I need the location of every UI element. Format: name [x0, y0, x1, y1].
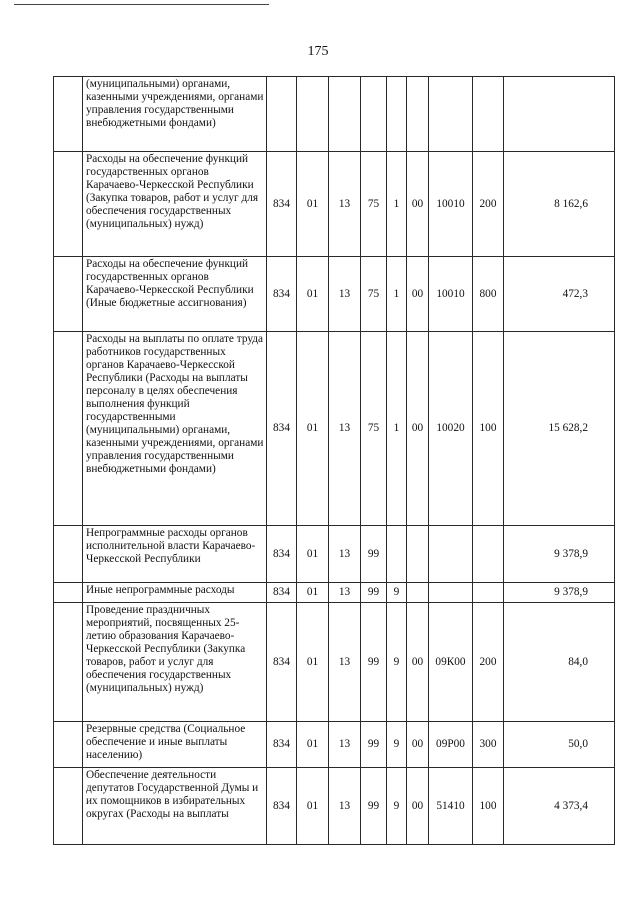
table-row [54, 257, 615, 332]
ministry-cell: 834 [267, 768, 297, 845]
main-event-cell: 00 [407, 332, 429, 526]
page-number: 175 [307, 44, 329, 59]
subsection-cell: 13 [329, 583, 361, 603]
subprogram-cell [387, 77, 407, 152]
program-cell: 99 [361, 768, 387, 845]
program-cell: 99 [361, 722, 387, 768]
subsection-cell: 13 [329, 152, 361, 257]
table-row [54, 526, 615, 583]
description-cell: Непрограммные расходы органов исполнительной власти Карачаево-Черкесской Республики [83, 526, 267, 583]
table-row [54, 152, 615, 257]
subprogram-cell: 9 [387, 722, 407, 768]
main-event-cell: 00 [407, 722, 429, 768]
ministry-cell: 834 [267, 257, 297, 332]
amount-cell: 9 378,9 [504, 583, 615, 603]
subprogram-cell: 1 [387, 152, 407, 257]
table-row [54, 722, 615, 768]
subsection-cell: 13 [329, 603, 361, 722]
section-cell [297, 77, 329, 152]
row-number-cell [54, 526, 83, 583]
subprogram-cell: 9 [387, 603, 407, 722]
subsection-cell: 13 [329, 257, 361, 332]
main-event-cell: 00 [407, 152, 429, 257]
subprogram-cell: 1 [387, 332, 407, 526]
direction-cell [429, 77, 473, 152]
description-cell: Обеспечение деятельности депутатов Государственной Думы и их помощников в избирательных округах (Расходы на выплаты [83, 768, 267, 845]
direction-cell: 10010 [429, 152, 473, 257]
description-cell: (муниципальными) органами, казенными учреждениями, органами управления государственными внебюджетными фондами) [83, 77, 267, 152]
amount-cell [504, 77, 615, 152]
table-row [54, 768, 615, 845]
table-row [54, 583, 615, 603]
row-number-cell [54, 722, 83, 768]
amount-cell: 9 378,9 [504, 526, 615, 583]
row-number-cell [54, 152, 83, 257]
program-cell: 75 [361, 152, 387, 257]
ministry-cell: 834 [267, 332, 297, 526]
main-event-cell [407, 583, 429, 603]
amount-cell: 4 373,4 [504, 768, 615, 845]
section-cell: 01 [297, 257, 329, 332]
expense-type-cell [473, 526, 504, 583]
expense-type-cell: 100 [473, 332, 504, 526]
main-event-cell [407, 526, 429, 583]
subprogram-cell: 1 [387, 257, 407, 332]
ministry-cell: 834 [267, 526, 297, 583]
expense-type-cell: 800 [473, 257, 504, 332]
subsection-cell: 13 [329, 332, 361, 526]
direction-cell: 10020 [429, 332, 473, 526]
program-cell: 75 [361, 332, 387, 526]
description-cell: Резервные средства (Социальное обеспечение и иные выплаты населению) [83, 722, 267, 768]
section-cell: 01 [297, 332, 329, 526]
section-cell: 01 [297, 722, 329, 768]
ministry-cell: 834 [267, 152, 297, 257]
table-row [54, 603, 615, 722]
budget-table [53, 76, 615, 845]
row-number-cell [54, 257, 83, 332]
main-event-cell: 00 [407, 603, 429, 722]
direction-cell [429, 526, 473, 583]
program-cell [361, 77, 387, 152]
main-event-cell: 00 [407, 257, 429, 332]
expense-type-cell: 100 [473, 768, 504, 845]
amount-cell: 472,3 [504, 257, 615, 332]
subprogram-cell: 9 [387, 768, 407, 845]
expense-type-cell: 300 [473, 722, 504, 768]
program-cell: 99 [361, 603, 387, 722]
ministry-cell: 834 [267, 583, 297, 603]
main-event-cell: 00 [407, 768, 429, 845]
ministry-cell [267, 77, 297, 152]
main-event-cell [407, 77, 429, 152]
subprogram-cell [387, 526, 407, 583]
expense-type-cell [473, 583, 504, 603]
program-cell: 99 [361, 526, 387, 583]
subsection-cell: 13 [329, 722, 361, 768]
table-row [54, 332, 615, 526]
description-cell: Расходы на обеспечение функций государственных органов Карачаево-Черкесской Республики (Закупка товаров, работ и услуг для обеспечения государственных (муниципальных) нужд) [83, 152, 267, 257]
subsection-cell: 13 [329, 768, 361, 845]
expense-type-cell [473, 77, 504, 152]
description-cell: Проведение праздничных мероприятий, посвященных 25-летию образования Карачаево-Черкесской Республики (Закупка товаров, работ и услуг для обеспечения государственных (муниципальных) нужд) [83, 603, 267, 722]
amount-cell: 8 162,6 [504, 152, 615, 257]
description-cell: Расходы на выплаты по оплате труда работников государственных органов Карачаево-Черкесской Республики (Расходы на выплаты персоналу в целях обеспечения выполнения функций государственными (муниципальными) органами, казенными учреждениями, органами управления государственными внебюджетными фондами) [83, 332, 267, 526]
ministry-cell: 834 [267, 722, 297, 768]
section-cell: 01 [297, 583, 329, 603]
top-rule [14, 4, 269, 5]
amount-cell: 84,0 [504, 603, 615, 722]
row-number-cell [54, 768, 83, 845]
description-cell: Расходы на обеспечение функций государственных органов Карачаево-Черкесской Республики (Иные бюджетные ассигнования) [83, 257, 267, 332]
row-number-cell [54, 77, 83, 152]
table-row [54, 77, 615, 152]
section-cell: 01 [297, 152, 329, 257]
expense-type-cell: 200 [473, 603, 504, 722]
description-cell: Иные непрограммные расходы [83, 583, 267, 603]
section-cell: 01 [297, 526, 329, 583]
program-cell: 99 [361, 583, 387, 603]
section-cell: 01 [297, 603, 329, 722]
direction-cell: 09К00 [429, 603, 473, 722]
row-number-cell [54, 583, 83, 603]
row-number-cell [54, 332, 83, 526]
row-number-cell [54, 603, 83, 722]
section-cell: 01 [297, 768, 329, 845]
expense-type-cell: 200 [473, 152, 504, 257]
program-cell: 75 [361, 257, 387, 332]
subprogram-cell: 9 [387, 583, 407, 603]
ministry-cell: 834 [267, 603, 297, 722]
direction-cell [429, 583, 473, 603]
subsection-cell [329, 77, 361, 152]
direction-cell: 10010 [429, 257, 473, 332]
amount-cell: 15 628,2 [504, 332, 615, 526]
subsection-cell: 13 [329, 526, 361, 583]
amount-cell: 50,0 [504, 722, 615, 768]
direction-cell: 09Р00 [429, 722, 473, 768]
direction-cell: 51410 [429, 768, 473, 845]
